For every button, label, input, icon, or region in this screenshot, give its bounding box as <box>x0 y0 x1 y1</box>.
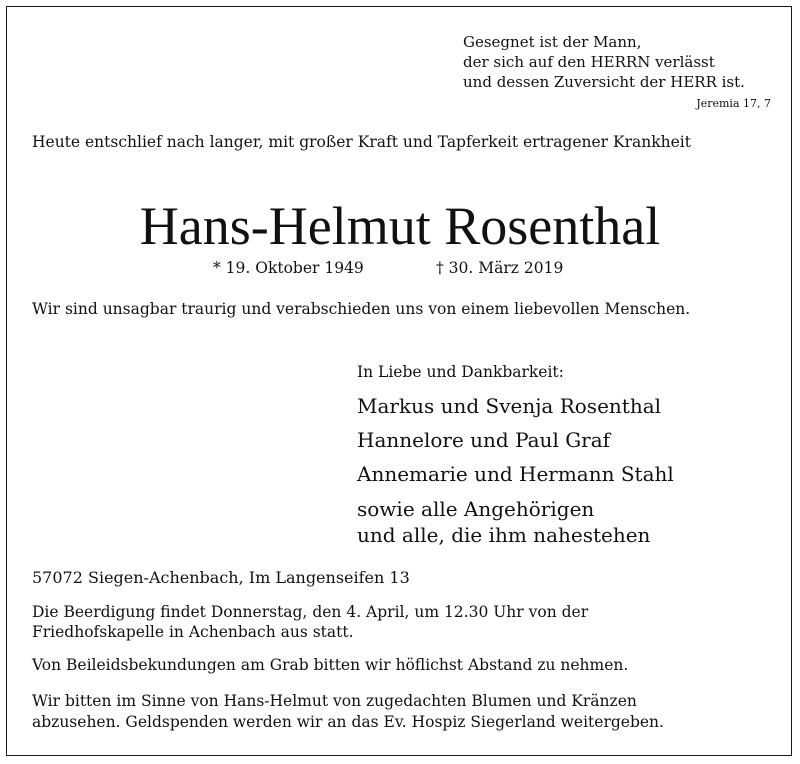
bible-verse <box>463 32 745 92</box>
verse-line: und dessen Zuversicht der HERR ist. <box>463 73 745 91</box>
funeral-line: Die Beerdigung findet Donnerstag, den 4. April, um 12.30 Uhr von der <box>32 603 589 621</box>
donation-line: abzusehen. Geldspenden werden wir an das Ev. Hospiz Siegerland weitergeben. <box>32 713 664 731</box>
funeral-notice <box>32 602 588 642</box>
intro-text: Heute entschlief nach langer, mit großer Kraft und Tapferkeit ertragener Krankheit <box>32 133 691 151</box>
verse-reference: Jeremia 17, 7 <box>696 97 771 110</box>
mourners-heading: In Liebe und Dankbarkeit: <box>357 363 564 381</box>
condolence-notice: Von Beileidsbekundungen am Grab bitten wir höflichst Abstand zu nehmen. <box>32 656 629 674</box>
mourner-name: Hannelore und Paul Graf <box>357 428 611 452</box>
obituary-frame <box>6 6 792 756</box>
donation-notice <box>32 691 664 733</box>
mourner-name: Markus und Svenja Rosenthal <box>357 394 662 418</box>
deceased-name: Hans-Helmut Rosenthal <box>139 196 661 256</box>
funeral-line: Friedhofskapelle in Achenbach aus statt. <box>32 623 354 641</box>
birth-date: * 19. Oktober 1949 <box>213 259 364 277</box>
mourner-name: sowie alle Angehörigen <box>357 497 595 521</box>
address: 57072 Siegen-Achenbach, Im Langenseifen 13 <box>32 568 410 587</box>
verse-line: der sich auf den HERRN verlässt <box>463 53 715 71</box>
donation-line: Wir bitten im Sinne von Hans-Helmut von zugedachten Blumen und Kränzen <box>32 692 637 710</box>
death-date: † 30. März 2019 <box>436 259 564 277</box>
mourner-name: Annemarie und Hermann Stahl <box>357 462 674 486</box>
mourning-text: Wir sind unsagbar traurig und verabschieden uns von einem liebevollen Menschen. <box>32 300 691 318</box>
mourner-name: und alle, die ihm nahestehen <box>357 523 651 547</box>
verse-line: Gesegnet ist der Mann, <box>463 33 642 51</box>
